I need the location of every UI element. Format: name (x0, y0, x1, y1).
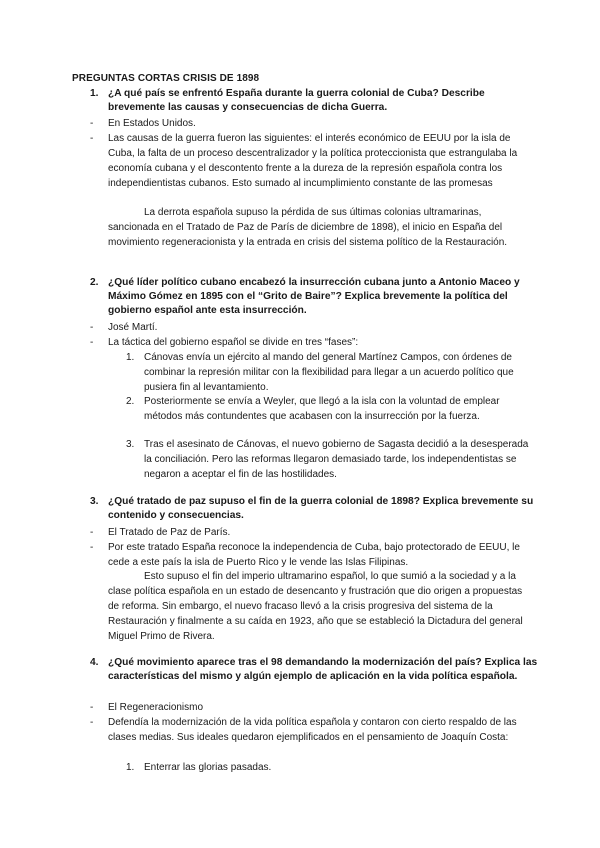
question-1 (90, 87, 540, 115)
phase-item (126, 394, 530, 424)
answer-line (90, 320, 530, 335)
question-3 (90, 495, 540, 523)
answer-line (90, 540, 530, 570)
answer-line (90, 525, 530, 540)
question-2 (90, 276, 540, 319)
question-text: ¿A qué país se enfrentó España durante la guerra colonial de Cuba? Describe brevemente las causas y consecuencias de dicha Guerra. (108, 88, 485, 114)
phase-text: Tras el asesinato de Cánovas, el nuevo gobierno de Sagasta decidió a la desesperada la conciliación. Pero las reformas llegaron demasiado tarde, los independentistas se negaron a aceptar el fin de las hostilidades. (144, 439, 529, 480)
answer-text: El Tratado de Paz de París. (108, 527, 231, 538)
answer-text: El Regeneracionismo (108, 702, 204, 713)
phase-text: Posteriormente se envía a Weyler, que llegó a la isla con la voluntad de emplear métodos más contundentes que acabasen con la insurrección por la fuerza. (144, 396, 500, 422)
answer-line (90, 700, 530, 715)
question-text: ¿Qué líder político cubano encabezó la insurrección cubana junto a Antonio Maceo y Máximo Gómez en 1895 con el “Grito de Baire”? Explica brevemente la política del gobierno español ante esta insurrección. (108, 277, 520, 317)
answer-text: En Estados Unidos. (108, 118, 196, 129)
dash-bullet: - (90, 527, 94, 538)
phase-item (126, 350, 530, 395)
answer-line (90, 131, 530, 191)
question-number: 1. (90, 88, 99, 99)
document-title: PREGUNTAS CORTAS CRISIS DE 1898 (72, 73, 260, 84)
phase-number: 1. (126, 352, 135, 363)
question-number: 4. (90, 657, 99, 668)
dash-bullet: - (90, 717, 94, 728)
dash-bullet: - (90, 118, 94, 129)
dash-bullet: - (90, 337, 94, 348)
answer-text: Las causas de la guerra fueron las siguientes: el interés económico de EEUU por la isla de Cuba, la falta de un proceso descentralizador y la política proteccionista que estrangulaba la economía cubana y el descontento frente a la dureza de la represión española contra los independientistas cubanos. Esto sumado al incumplimiento constante de las promesas (108, 133, 518, 189)
item-number: 1. (126, 762, 135, 773)
question-4 (90, 656, 540, 684)
answer-line (90, 715, 530, 745)
question-text: ¿Qué movimiento aparece tras el 98 demandando la modernización del país? Explica las características del mismo y algún ejemplo de aplicación en la vida política española. (108, 657, 538, 683)
answer-paragraph: La derrota española supuso la pérdida de sus últimas colonias ultramarinas, sancionada en el Tratado de Paz de París de diciembre de 1898), el inicio en España del movimiento regeneracionista y la entrada en crisis del sistema político de la Restauración. (108, 207, 508, 248)
answer-text: Por este tratado España reconoce la independencia de Cuba, bajo protectorado de EEUU, le cede a este país la isla de Puerto Rico y le vende las Islas Filipinas. (108, 542, 520, 568)
question-number: 2. (90, 277, 99, 288)
question-text: ¿Qué tratado de paz supuso el fin de la guerra colonial de 1898? Explica brevemente su contenido y consecuencias. (108, 496, 534, 522)
list-item (126, 760, 530, 775)
dash-bullet: - (90, 542, 94, 553)
phase-number: 3. (126, 439, 135, 450)
phase-text: Cánovas envía un ejército al mando del general Martínez Campos, con órdenes de combinar la represión militar con la flexibilidad para llegar a un acuerdo político que pusiera fin al levantamiento. (144, 352, 514, 393)
dash-bullet: - (90, 322, 94, 333)
answer-line (90, 116, 530, 131)
answer-line (90, 335, 530, 350)
item-text: Enterrar las glorias pasadas. (144, 762, 272, 773)
dash-bullet: - (90, 133, 94, 144)
phase-item (126, 437, 530, 482)
answer-paragraph: Esto supuso el fin del imperio ultramarino español, lo que sumió a la sociedad y a la clase política española en un estado de desencanto y frustración que dio origen a propuestas de reforma. Sin embargo, el nuevo fracaso llevó a la crisis progresiva del sistema de la Restauración y finalmente a su caída en 1923, año que se estableció la Dictadura del general Miguel Primo de Rivera. (108, 571, 523, 642)
question-number: 3. (90, 496, 99, 507)
answer-text: Defendía la modernización de la vida política española y contaron con cierto respaldo de las clases medias. Sus ideales quedaron ejemplificados en el pensamiento de Joaquín Costa: (108, 717, 517, 743)
answer-text: José Martí. (108, 322, 158, 333)
answer-text: La táctica del gobierno español se divide en tres “fases”: (108, 337, 359, 348)
phase-number: 2. (126, 396, 135, 407)
dash-bullet: - (90, 702, 94, 713)
